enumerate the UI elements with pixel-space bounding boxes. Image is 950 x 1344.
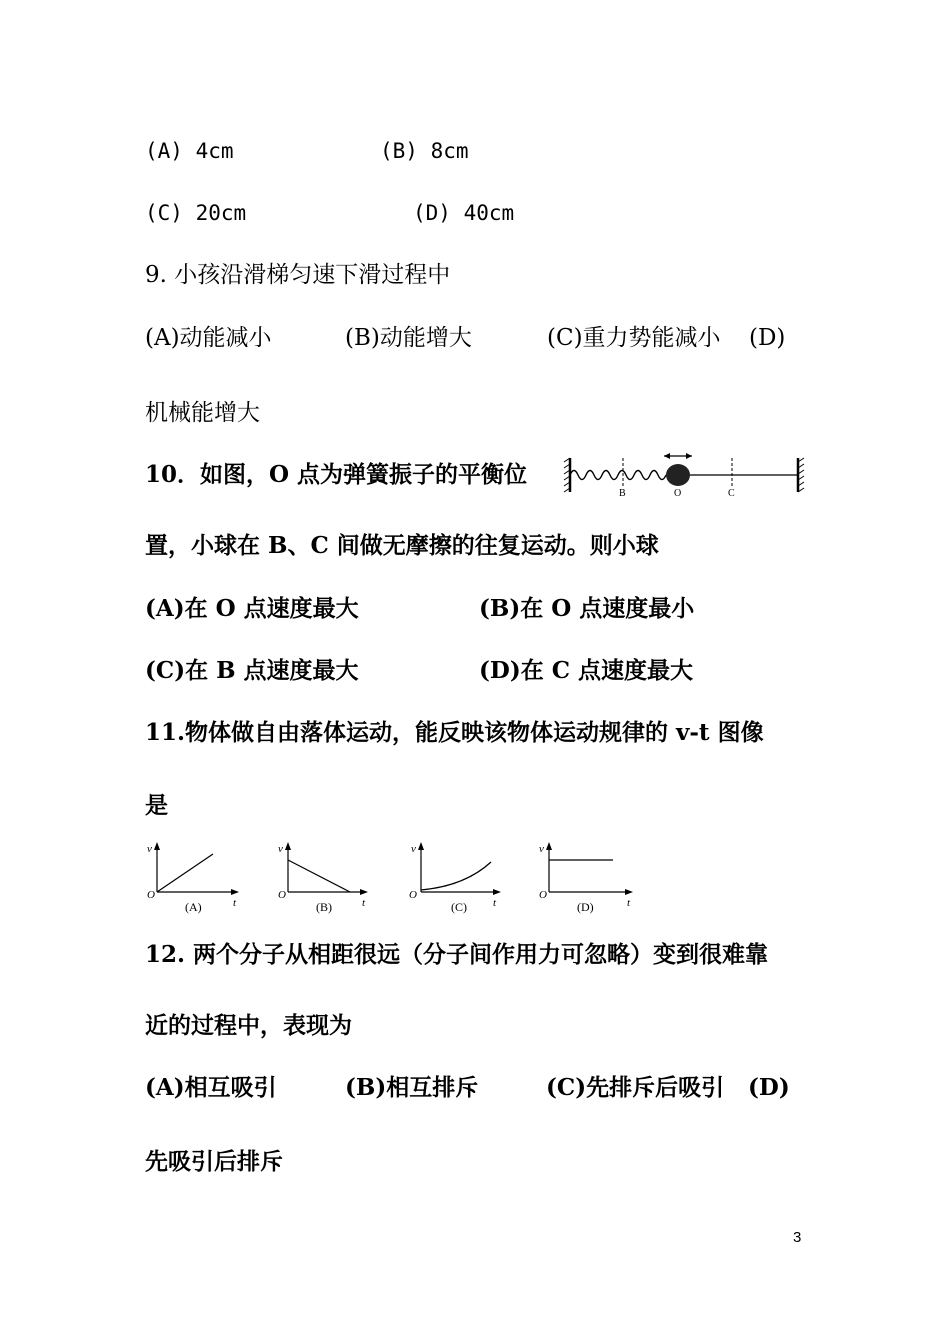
axis-v-label: v [147, 843, 152, 855]
label-c: C [728, 488, 735, 499]
vt-graph-a [143, 840, 243, 920]
graph-caption: (D) [577, 900, 594, 914]
graph-caption: (A) [185, 900, 202, 914]
q8-option-b: (B) 8cm [380, 139, 469, 163]
graph-caption: (B) [316, 900, 332, 914]
vt-graph-b [272, 840, 372, 920]
axis-v-label: v [539, 843, 544, 855]
spring-oscillator-figure [560, 448, 810, 502]
graph-caption: (C) [451, 900, 467, 914]
vt-graph-c [405, 840, 505, 920]
label-o: O [674, 488, 682, 499]
q12-stem-line-1: 12. 两个分子从相距很远（分子间作用力可忽略）变到很难靠 [145, 941, 769, 968]
axis-v-label: v [411, 843, 416, 855]
axis-t-label: t [493, 897, 497, 909]
q9-option-b: (B)动能增大 [345, 325, 472, 351]
q12-option-a: (A)相互吸引 [145, 1074, 277, 1101]
q12-option-b: (B)相互排斥 [345, 1074, 479, 1101]
spring [570, 471, 666, 480]
origin-label: O [409, 889, 417, 901]
axis-t-label: t [233, 897, 237, 909]
q9-option-d-text: 机械能增大 [145, 400, 260, 426]
q12-stem-line-2: 近的过程中，表现为 [145, 1012, 352, 1039]
q9-stem: 9. 小孩沿滑梯匀速下滑过程中 [145, 262, 451, 288]
q12-option-d-label: (D) [748, 1074, 790, 1101]
q8-option-a: (A) 4cm [145, 139, 234, 163]
q8-option-d: (D) 40cm [413, 201, 515, 225]
origin-label: O [278, 889, 286, 901]
q11-stem-line-2: 是 [145, 792, 168, 819]
q9-option-d-label: (D) [749, 325, 786, 351]
q12-option-d-text: 先吸引后排斥 [145, 1148, 283, 1175]
vt-graph-d [533, 840, 637, 920]
axis-v-label: v [278, 843, 283, 855]
q12-option-c: (C)先排斥后吸引 [546, 1074, 725, 1101]
q8-option-c: (C) 20cm [145, 201, 247, 225]
q10-stem-line-2: 置，小球在 B、C 间做无摩擦的往复运动。则小球 [145, 532, 659, 559]
q10-stem-line-1: 10．如图，O 点为弹簧振子的平衡位 [145, 461, 528, 488]
origin-label: O [147, 889, 155, 901]
ball [666, 464, 690, 486]
axis-t-label: t [362, 897, 366, 909]
page-number: 3 [793, 1229, 802, 1246]
q10-option-b: (B)在 O 点速度最小 [479, 595, 695, 622]
q10-option-a: (A)在 O 点速度最大 [145, 595, 359, 622]
q9-option-c: (C)重力势能减小 [547, 325, 721, 351]
q9-option-a: (A)动能减小 [145, 325, 272, 351]
q10-option-c: (C)在 B 点速度最大 [145, 657, 359, 684]
q10-option-d: (D)在 C 点速度最大 [479, 657, 694, 684]
q11-stem-line-1: 11.物体做自由落体运动，能反映该物体运动规律的 v-t 图像 [145, 719, 764, 746]
label-b: B [619, 488, 626, 499]
axis-t-label: t [627, 897, 631, 909]
origin-label: O [539, 889, 547, 901]
